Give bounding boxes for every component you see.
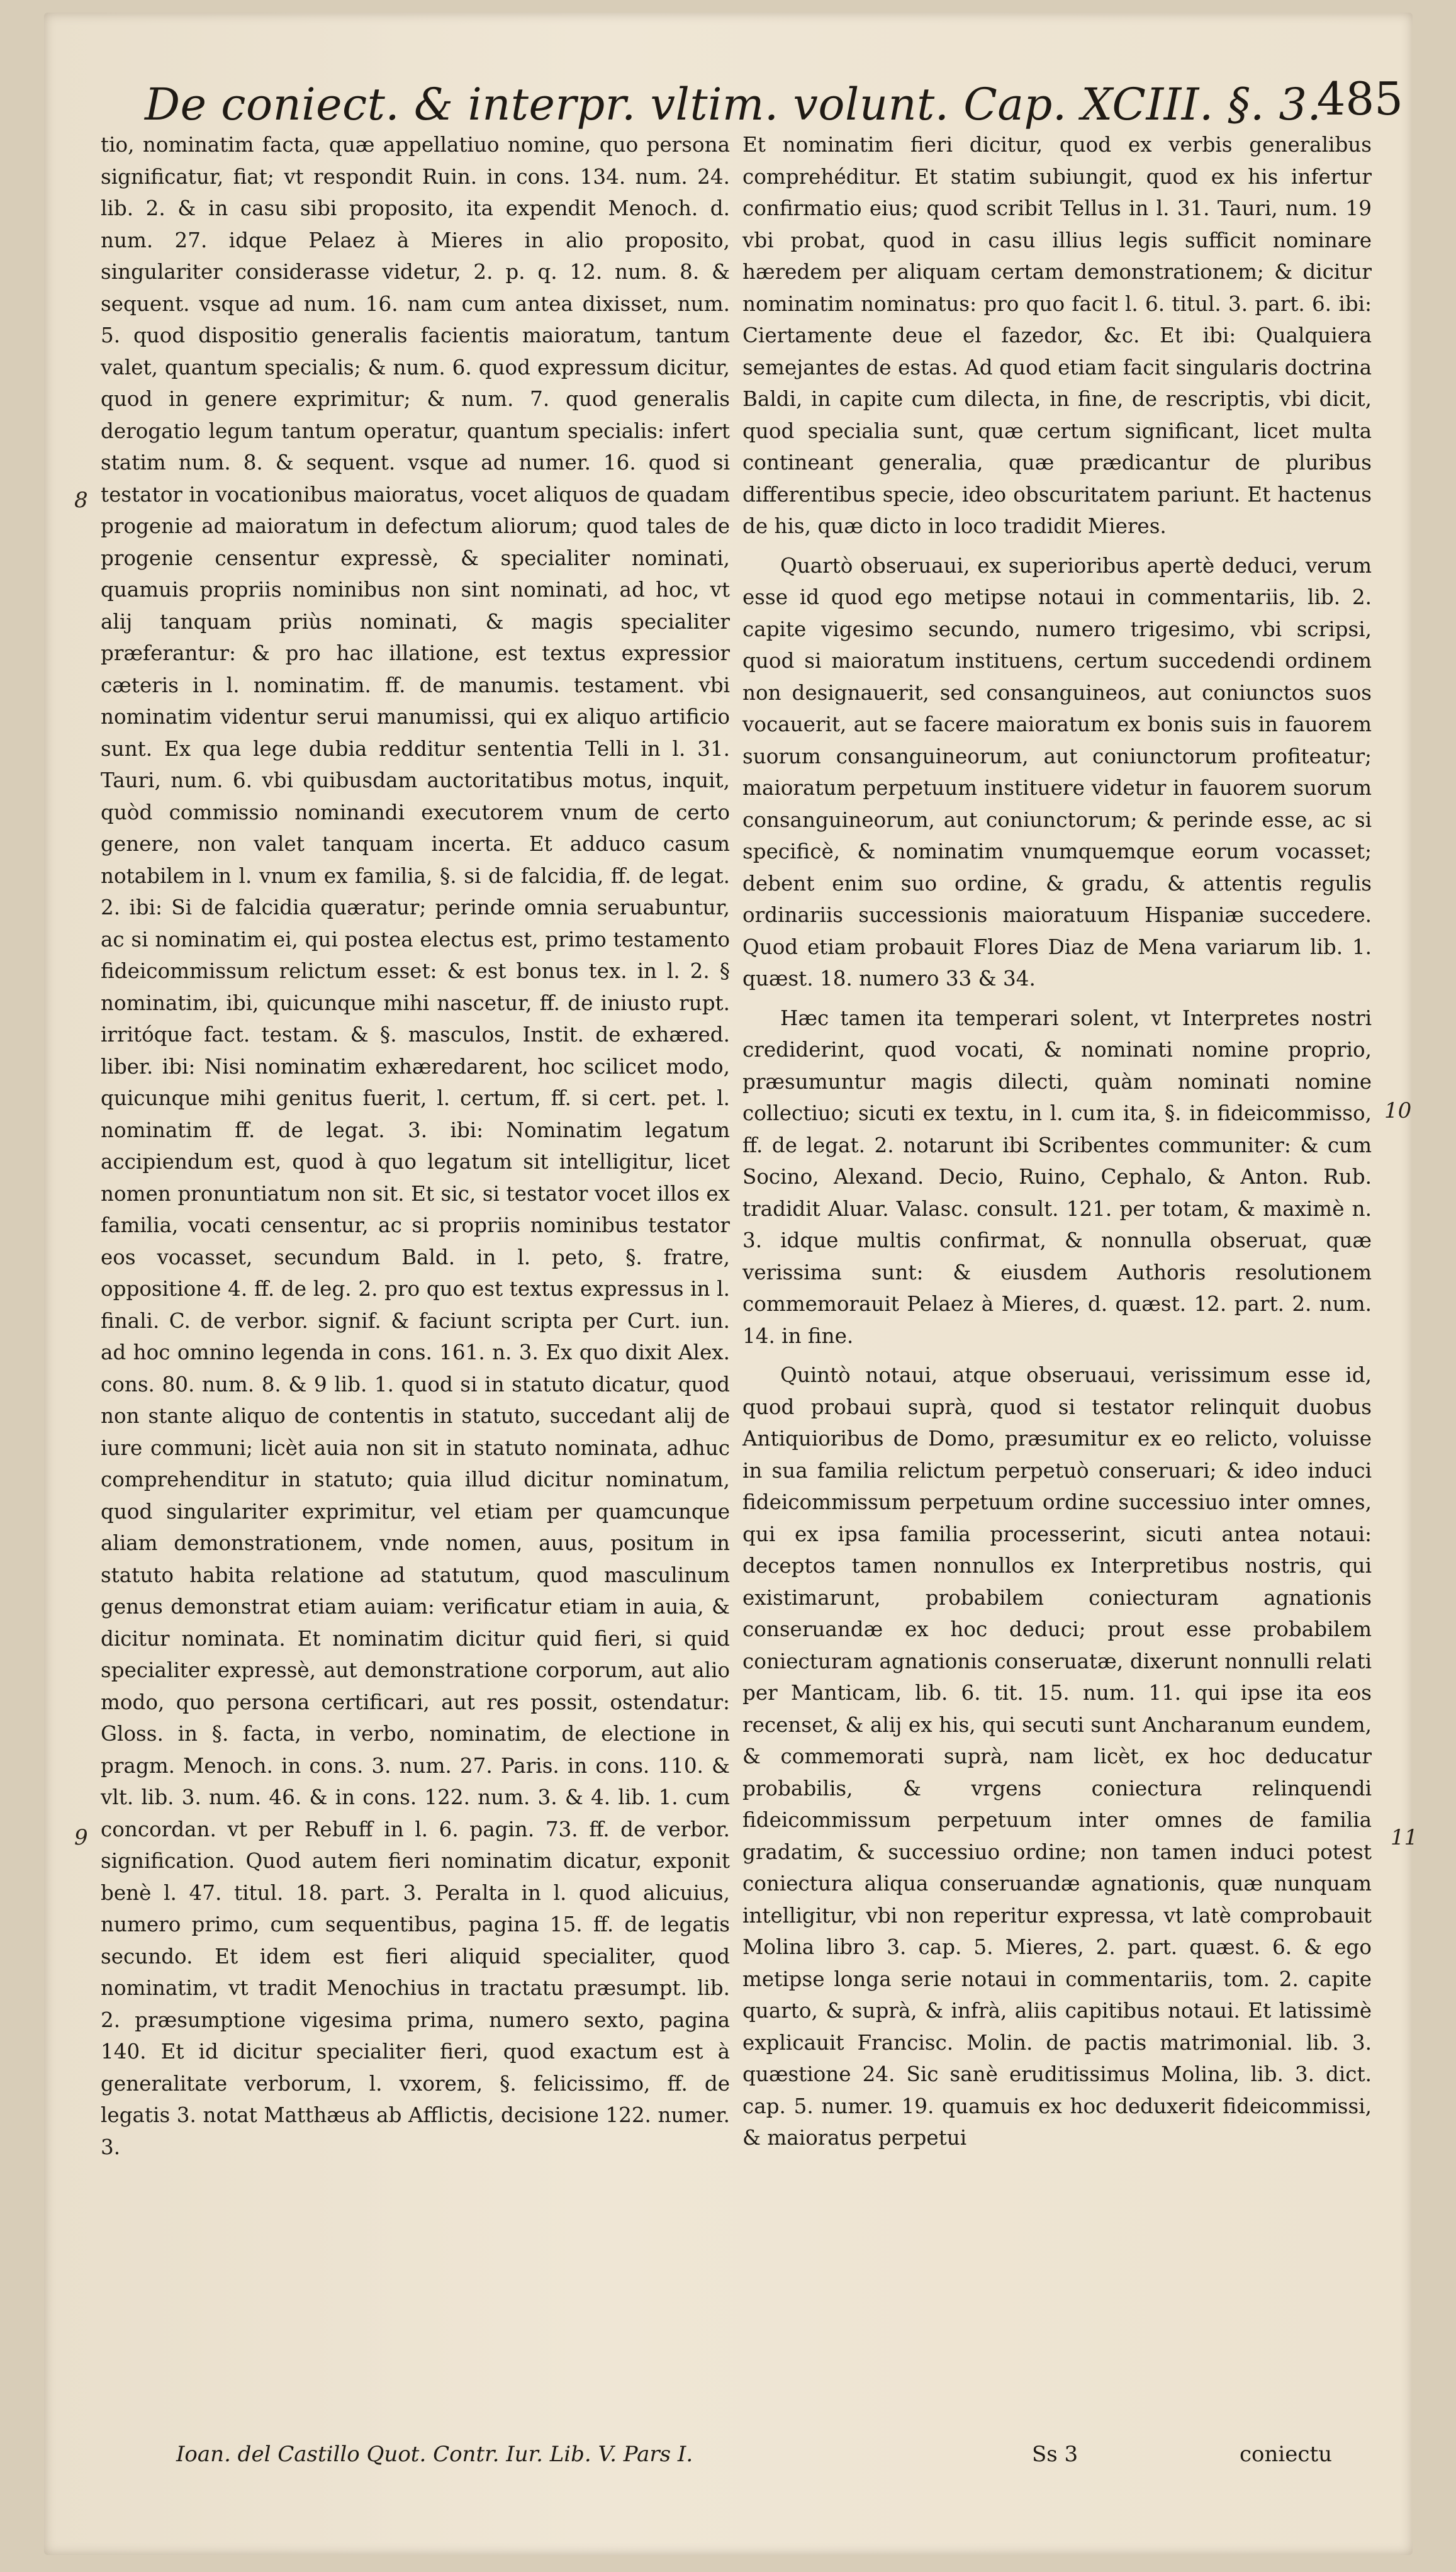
right-paragraph-2: Quartò obseruaui, ex superioribus apertè deduci, verum esse id quod ego metipse notaui in commentariis, lib. 2. capite vigesimo secundo, numero trigesimo, vbi scripsi, quod si maioratum instituens, certum succedendi ordinem non designauerit, sed consanguineos, aut coniunctos suos vocauerit, aut se facere maioratum ex bonis suis in fauorem suorum consanguineorum, aut coniunctorum profiteatur; maioratum perpetuum instituere videtur in fauorem suorum consanguineorum, aut coniunctorum; & perinde esse, ac si specificè, & nominatim vnumquemque eorum vocasset; debent enim suo ordine, & gradu, & attentis regulis ordinariis successionis maioratuum Hispaniæ succedere. Quod etiam probauit Flores Diaz de Mena variarum lib. 1. quæst. 18. numero 33 & 34. xyxy=(742,553,1372,991)
left-column xyxy=(101,129,730,2163)
catchword: coniectu xyxy=(1240,2442,1333,2467)
left-paragraph: tio, nominatim facta, quæ appellatiuo nomine, quo persona significatur, fiat; vt respondit Ruin. in cons. 134. num. 24. lib. 2. & in casu sibi proposito, ita expendit Menoch. d. num. 27. idque Pelaez à Mieres in alio proposito, singulariter considerasse videtur, 2. p. q. 12. num. 8. & sequent. vsque ad num. 16. nam cum antea dixisset, num. 5. quod dispositio generalis facientis maioratum, tantum valet, quantum specialis; & num. 6. quod expressum dicitur, quod in genere exprimitur; & num. 7. quod generalis derogatio legum tantum operatur, quantum specialis: infert statim num. 8. & sequent. vsque ad numer. 16. quod si testator in vocationibus maioratus, vocet aliquos de quadam progenie ad maioratum in defectum aliorum; quod tales de progenie censentur expressè, & specialiter nominati, quamuis propriis nominibus non sint nominati, ad hoc, vt alij tanquam priùs nominati, & magis specialiter præferantur: & pro hac illatione, est textus expressior cæteris in l. nominatim. ff. de manumis. testament. vbi nominatim videntur serui manumissi, qui ex aliquo artificio sunt. Ex qua lege dubia redditur sententia Telli in l. 31. Tauri, num. 6. vbi quibusdam auctoritatibus motus, inquit, quòd commissio nominandi executorem vnum de certo genere, non valet tanquam incerta. Et adduco casum notabilem in l. vnum ex familia, §. si de falcidia, ff. de legat. 2. ibi: Si de falcidia quæratur; perinde omnia seruabuntur, ac si nominatim ei, qui postea electus est, primo testamento fideicommissum relictum esset: & est bonus tex. in l. 2. § nominatim, ibi, quicunque mihi nascetur, ff. de iniusto rupt. irritóque fact. testam. & §. masculos, Instit. de exhæred. liber. ibi: Nisi nominatim exhæredarent, hoc scilicet modo, quicunque mihi genitus fuerit, l. certum, ff. si cert. pet. l. nominatim ff. de legat. 3. ibi: Nominatim legatum accipiendum est, quod à quo legatum sit intelligitur, licet nomen pronuntiatum non sit. Et sic, si testator vocet illos ex familia, vocati censentur, ac si propriis nominibus testator eos vocasset, secundum Bald. in l. peto, §. fratre, oppositione 4. ff. de leg. 2. pro quo est textus expressus in l. finali. C. de verbor. signif. & faciunt scripta per Curt. iun. ad hoc omnino legenda in cons. 161. n. 3. Ex quo dixit Alex. cons. 80. num. 8. & 9 lib. 1. quod si in statuto dicatur, quod non stante aliquo de contentis in statuto, succedant alij de iure communi; licèt auia non sit in statuto nominata, adhuc comprehenditur in statuto; quia illud dicitur nominatum, quod singulariter exprimitur, vel etiam per quamcunque aliam demonstrationem, vnde nomen, auus, positum in statuto habita relatione ad statutum, quod masculinum genus demonstrat etiam auiam: verificatur etiam in auia, & dicitur nominata. Et nominatim dicitur quid fieri, si quid specialiter expressè, aut demonstratione corporum, aut alio modo, quo persona certificari, aut res possit, ostendatur: Gloss. in §. facta, in verbo, nominatim, de electione in pragm. Menoch. in cons. 3. num. 27. Paris. in cons. 110. & vlt. lib. 3. num. 46. & in cons. 122. num. 3. & 4. lib. 1. cum concordan. vt per Rebuff in l. 6. pagin. 73. ff. de verbor. signification. Quod autem fieri nominatim dicatur, exponit benè l. 47. titul. 18. part. 3. Peralta in l. quod alicuius, numero primo, cum sequentibus, pagina 15. ff. de legatis secundo. Et idem est fieri aliquid specialiter, quod nominatim, vt tradit Menochius in tractatu præsumpt. lib. 2. præsumptione vigesima prima, numero sexto, pagina 140. Et id dicitur specialiter fieri, quod exactum est à generalitate verborum, l. vxorem, §. felicissimo, ff. de legatis 3. notat Matthæus ab Afflictis, decisione 122. numer. 3. xyxy=(101,133,730,2159)
running-title: De coniect. & interpr. vltim. volunt. Cap. XCIII. §. 3. xyxy=(145,79,1322,130)
signature-mark: Ss 3 xyxy=(1032,2442,1078,2467)
margin-note-10: 10 xyxy=(1384,1098,1412,1123)
right-paragraph-1: Et nominatim fieri dicitur, quod ex verbis generalibus comprehéditur. Et statim subiungit, quod ex his infertur confirmatio eius; quod scribit Tellus in l. 31. Tauri, num. 19 vbi probat, quod in casu illius legis sufficit nominare hæredem per aliquam certam demonstrationem; & dicitur nominatim nominatus: pro quo facit l. 6. titul. 3. part. 6. ibi: Ciertamente deue el fazedor, &c. Et ibi: Qualquiera semejantes de estas. Ad quod etiam facit singularis doctrina Baldi, in capite cum dilecta, in fine, de rescriptis, vbi dicit, quod specialia sunt, quæ certum significant, licet multa contineant generalia, quæ prædicantur de pluribus differentibus specie, ideo obscuritatem pariunt. Et hactenus de his, quæ dicto in loco tradidit Mieres. xyxy=(742,133,1372,538)
footer-author-line: Ioan. del Castillo Quot. Contr. Iur. Lib. V. Pars I. xyxy=(176,2442,693,2467)
right-paragraph-4: Quintò notaui, atque obseruaui, verissimum esse id, quod probaui suprà, quod si testator relinquit duobus Antiquioribus de Domo, præsumitur ex eo relicto, voluisse in sua familia relictum perpetuò conseruari; & ideo induci fideicommissum perpetuum ordine successiuo inter omnes, qui ex ipsa familia processerint, sicuti antea notaui: deceptos tamen nonnullos ex Interpretibus nostris, qui existimarunt, probabilem coniecturam agnationis conseruandæ ex hoc deduci; prout esse probabilem coniecturam agnationis conseruatæ, dixerunt nonnulli relati per Manticam, lib. 6. tit. 15. num. 11. qui ipse ita eos recenset, & alij ex his, qui secuti sunt Ancharanum eundem, & commemorati suprà, nam licèt, ex hoc deducatur probabilis, & vrgens coniectura relinquendi fideicommissum perpetuum inter omnes de familia gradatim, & successiuo ordine; non tamen induci potest coniectura aliqua conseruandæ agnationis, quæ nunquam intelligitur, vbi non reperitur expressa, vt latè comprobauit Molina libro 3. cap. 5. Mieres, 2. part. quæst. 6. & ego metipse longa serie notaui in commentariis, tom. 2. capite quarto, & suprà, & infrà, aliis capitibus notaui. Et latissimè explicauit Francisc. Molin. de pactis matrimonial. lib. 3. quæstione 24. Sic sanè eruditissimus Molina, lib. 3. dict. cap. 5. numer. 19. quamuis ex hoc deduxerit fideicommissi, & maioratus perpetui xyxy=(742,1363,1372,2150)
margin-note-8: 8 xyxy=(74,488,88,513)
right-paragraph-3: Hæc tamen ita temperari solent, vt Interpretes nostri crediderint, quod vocati, & nominati nomine proprio, præsumuntur magis dilecti, quàm nominati nomine collectiuo; sicuti ex textu, in l. cum ita, §. in fideicommisso, ff. de legat. 2. notarunt ibi Scribentes communiter: & cum Socino, Alexand. Decio, Ruino, Cephalo, & Anton. Rub. tradidit Aluar. Valasc. consult. 121. per totam, & maximè n. 3. idque multis confirmat, & nonnulla obseruat, quæ verissima sunt: & eiusdem Authoris resolutionem commemorauit Pelaez à Mieres, d. quæst. 12. part. 2. num. 14. in fine. xyxy=(742,1006,1372,1348)
page-number: 485 xyxy=(1316,72,1403,125)
right-column xyxy=(742,129,1372,2154)
margin-note-11: 11 xyxy=(1391,1825,1418,1850)
margin-note-9: 9 xyxy=(74,1825,88,1850)
